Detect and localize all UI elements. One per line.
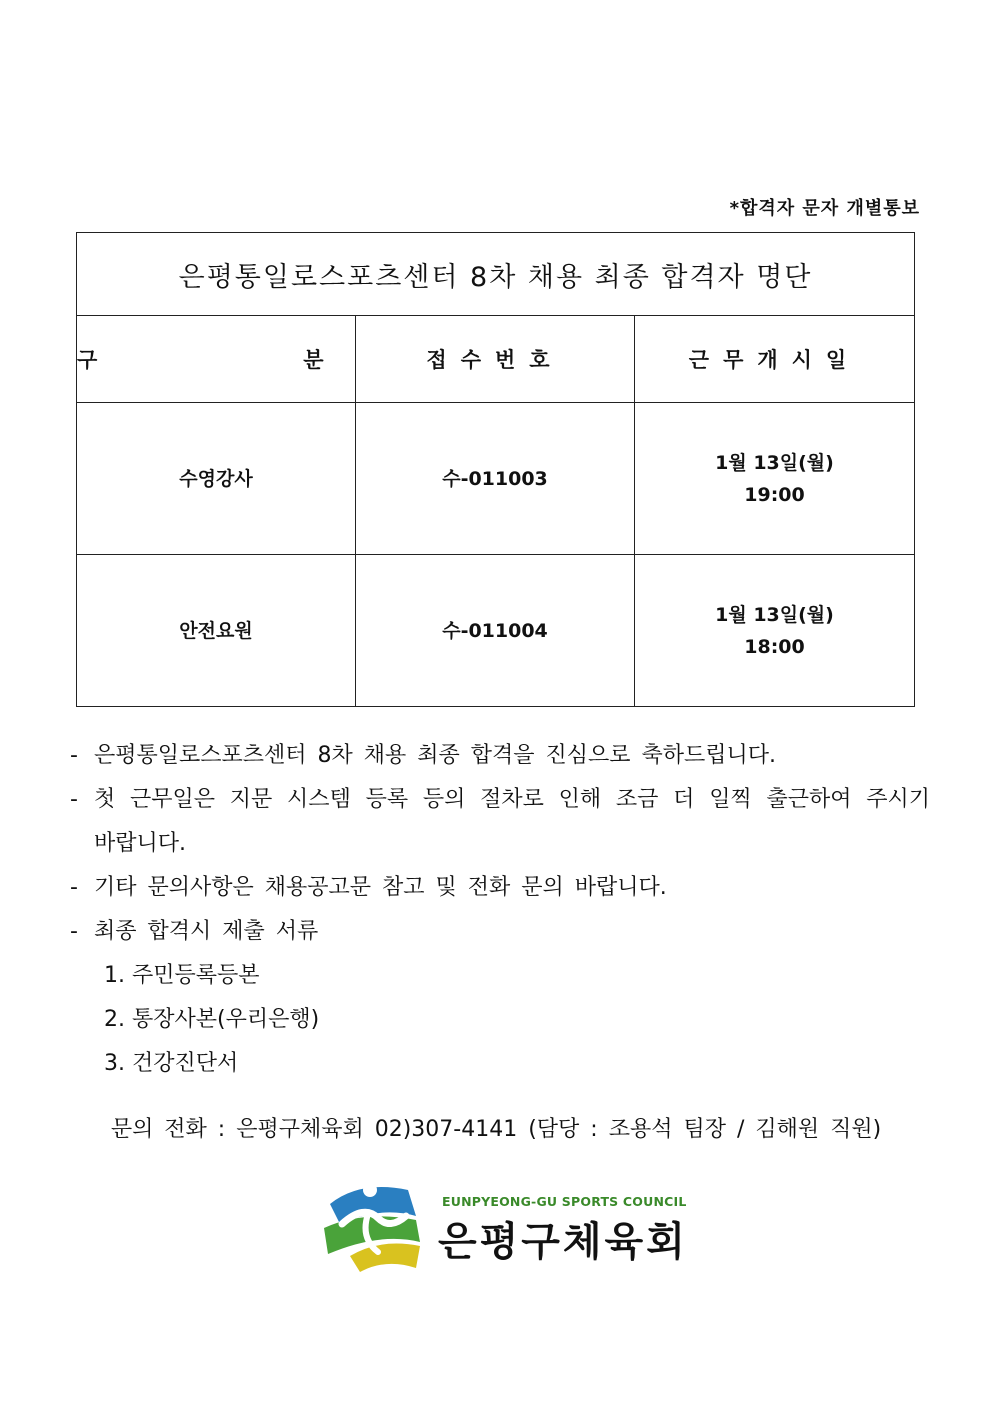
note-item: - 최종 합격시 제출 서류: [70, 910, 930, 954]
cell-category: 수영강사: [77, 403, 356, 555]
results-table: [76, 232, 915, 707]
cell-category: 안전요원: [77, 555, 356, 707]
note-text: 최종 합격시 제출 서류: [94, 919, 319, 944]
cell-start-time: 18:00: [744, 635, 805, 658]
council-logo: [320, 1176, 688, 1276]
note-item: - 기타 문의사항은 채용공고문 참고 및 전화 문의 바랍니다.: [70, 866, 930, 910]
cell-start-date: 1월 13일(월): [715, 451, 834, 474]
note-item: - 은평통일로스포츠센터 8차 채용 최종 합격을 진심으로 축하드립니다.: [70, 734, 930, 778]
note-continuation: 바랍니다.: [94, 831, 187, 856]
cell-start-date: 1월 13일(월): [715, 603, 834, 626]
document-item: 3. 건강진단서: [104, 1051, 239, 1076]
header-category: 구 분: [77, 316, 356, 403]
document-item: 1. 주민등록등본: [104, 963, 260, 988]
header-receipt-no: 접수번호: [356, 316, 635, 403]
note-text: 첫 근무일은 지문 시스템 등록 등의 절차로 인해 조금 더 일찍 출근하여 주시기: [94, 787, 930, 812]
cell-start: [635, 403, 915, 555]
document-label: 주민등록등본: [132, 963, 260, 988]
cell-receipt-no: 수-011003: [356, 403, 635, 555]
cell-start: [635, 555, 915, 707]
table-header-row: [77, 316, 915, 403]
note-text: 은평통일로스포츠센터 8차 채용 최종 합격을 진심으로 축하드립니다.: [94, 743, 777, 768]
logo-english-name: EUNPYEONG-GU SPORTS COUNCIL: [442, 1194, 687, 1209]
document-label: 통장사본(우리은행): [132, 1007, 320, 1032]
table-row: [77, 555, 915, 707]
table-title: 은평통일로스포츠센터 8차 채용 최종 합격자 명단: [77, 233, 915, 316]
document-item: 2. 통장사본(우리은행): [104, 1007, 320, 1032]
document-label: 건강진단서: [132, 1051, 239, 1076]
notice-text: *합격자 문자 개별통보: [729, 198, 920, 219]
cell-start-time: 19:00: [744, 483, 805, 506]
council-emblem-icon: [320, 1176, 430, 1276]
header-start-date: 근무개시일: [635, 316, 915, 403]
table-row: [77, 403, 915, 555]
cell-receipt-no: 수-011004: [356, 555, 635, 707]
note-item: - 첫 근무일은 지문 시스템 등록 등의 절차로 인해 조금 더 일찍 출근하여 주시기: [70, 778, 930, 822]
note-text: 기타 문의사항은 채용공고문 참고 및 전화 문의 바랍니다.: [94, 875, 667, 900]
contact-info: 문의 전화 : 은평구체육회 02)307-4141 (담당 : 조용석 팀장 / 김해원 직원): [110, 1117, 882, 1142]
notes-list: [70, 734, 930, 1086]
logo-korean-name: 은평구체육회: [438, 1219, 688, 1265]
